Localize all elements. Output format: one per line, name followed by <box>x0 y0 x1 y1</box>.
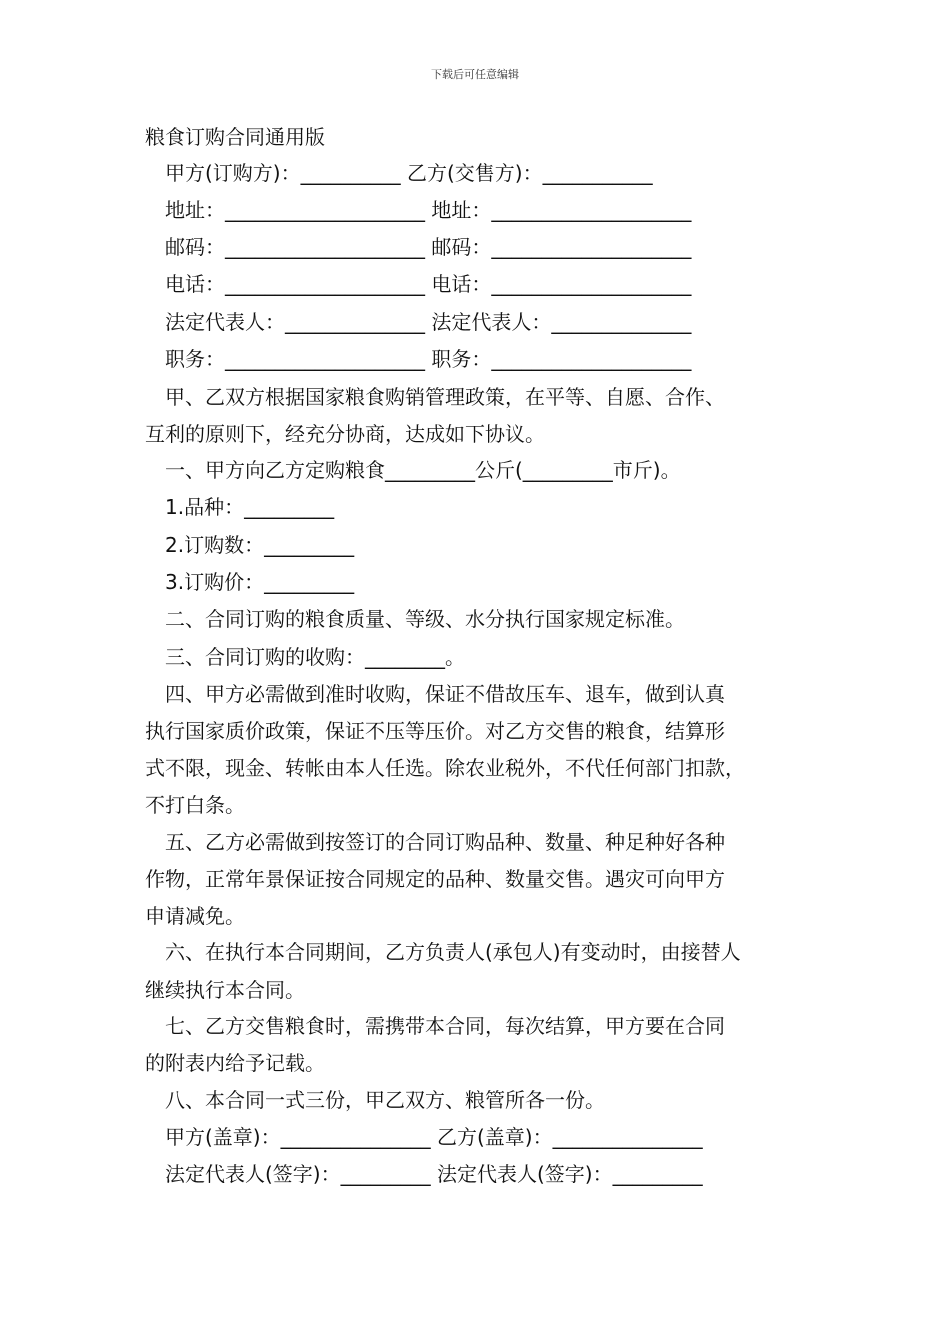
legal-rep-line: 法定代表人：______________ 法定代表人：______________ <box>165 310 692 334</box>
phone-line: 电话：____________________ 电话：____________________ <box>165 272 692 296</box>
clause-6-line: 六、在执行本合同期间，乙方负责人(承包人)有变动时，由接替人 <box>165 940 741 964</box>
clause-2: 二、合同订购的粮食质量、等级、水分执行国家规定标准。 <box>165 607 685 631</box>
item-variety: 1.品种：_________ <box>165 495 335 519</box>
clause-4-line: 执行国家质价政策，保证不压等压价。对乙方交售的粮食，结算形 <box>145 719 725 743</box>
clause-4-line: 式不限，现金、转帐由本人任选。除农业税外，不代任何部门扣款， <box>145 756 745 780</box>
clause-1: 一、甲方向乙方定购粮食_________公斤(_________市斤)。 <box>165 458 681 482</box>
clause-5-line: 申请减免。 <box>145 904 245 928</box>
signature-line: 法定代表人(签字)：_________ 法定代表人(签字)：_________ <box>165 1162 703 1186</box>
clause-3: 三、合同订购的收购：________。 <box>165 645 465 669</box>
page-header: 下载后可任意编辑 <box>431 68 519 81</box>
item-quantity: 2.订购数：_________ <box>165 533 355 557</box>
clause-4-line: 不打白条。 <box>145 793 245 817</box>
clause-8: 八、本合同一式三份，甲乙双方、粮管所各一份。 <box>165 1088 605 1112</box>
clause-4-line: 四、甲方必需做到准时收购，保证不借故压车、退车，做到认真 <box>165 682 725 706</box>
document-title: 粮食订购合同通用版 <box>145 125 325 149</box>
clause-7-line: 七、乙方交售粮食时，需携带本合同，每次结算，甲方要在合同 <box>165 1014 725 1038</box>
address-line: 地址：____________________ 地址：____________________ <box>165 198 692 222</box>
preamble-line: 甲、乙双方根据国家粮食购销管理政策，在平等、自愿、合作、 <box>165 385 725 409</box>
seal-line: 甲方(盖章)：_______________ 乙方(盖章)：_______________ <box>165 1125 703 1149</box>
clause-7-line: 的附表内给予记载。 <box>145 1051 325 1075</box>
clause-6-line: 继续执行本合同。 <box>145 978 305 1002</box>
position-line: 职务：____________________ 职务：____________________ <box>165 347 692 371</box>
preamble-line: 互利的原则下，经充分协商，达成如下协议。 <box>145 422 545 446</box>
party-names-line: 甲方(订购方)：__________ 乙方(交售方)：___________ <box>165 161 653 185</box>
clause-5-line: 五、乙方必需做到按签订的合同订购品种、数量、种足种好各种 <box>165 830 725 854</box>
item-price: 3.订购价：_________ <box>165 570 355 594</box>
clause-5-line: 作物，正常年景保证按合同规定的品种、数量交售。遇灾可向甲方 <box>145 867 725 891</box>
postcode-line: 邮码：____________________ 邮码：____________________ <box>165 235 692 259</box>
